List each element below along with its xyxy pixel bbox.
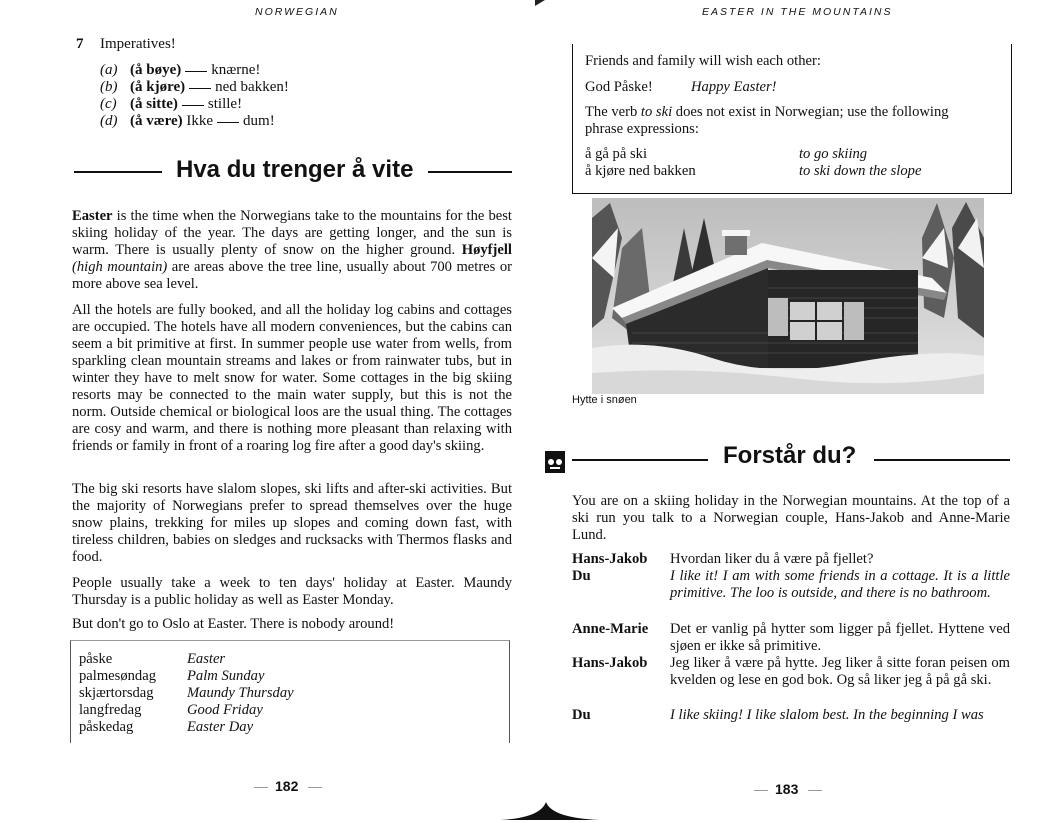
info-line: phrase expressions: [585,121,699,137]
photo-caption: Hytte i snøen [572,394,637,406]
item-verb: (å sitte) [130,96,178,112]
exercise-item-a [100,62,260,79]
audio-cassette-icon[interactable] [545,451,565,473]
vocab-norwegian: palmesøndag [79,668,157,684]
phrase-english: to go skiing [799,146,868,162]
vocab-english: Easter [187,651,226,667]
paragraph-holiday-length: People usually take a week to ten days' holiday at Easter. Maundy Thursday is a public holiday as well as Easter Monday. [72,575,512,608]
speaker-name: Hans-Jakob [572,551,648,567]
section-heading-forstar-du: Forstår du? [723,442,857,469]
vocab-english: Easter Day [187,719,254,735]
running-head-left: NORWEGIAN [255,6,339,18]
exercise-item-b [100,79,289,96]
answer-blank [189,88,211,89]
dialogue-line: Jeg liker å være på hytte. Jeg liker å sitte foran peisen om kvelden og lese en god bok. Og så liker jeg å på gå ski. [670,655,1010,688]
item-letter: (b) [100,79,118,95]
paragraph-text: are areas above the tree line, usually about 700 metres or more above sea level. [72,259,512,292]
vocab-english: Maundy Thursday [187,685,294,701]
vocab-english: Palm Sunday [187,668,265,684]
page-corner-mark [535,0,545,6]
folio-dash [254,787,268,788]
paragraph-hotels: All the hotels are fully booked, and all the holiday log cabins and cottages are occupied. The hotels have all modern conveniences, but the cabins can seem a bit primitive at first. In summer people use water from wells, from sparkling clean mountain streams and lakes or from rainwater tubs, but in winter they have to melt snow for water. Some cottages in the big skiing resorts may be connected to the main water supply, but this is not the norm. Outside chemical or biological loos are the usual thing. The cottages are cosy and warm, and there is nothing more pleasant than relaxing with friends or family in front of a roaring log fire after a good day's skiing. [72,302,512,454]
item-letter: (c) [100,96,117,112]
heading-rule-right [874,459,1010,461]
dialogue-line: I like skiing! I like slalom best. In the beginning I was [670,707,984,723]
dialogue-intro: You are on a skiing holiday in the Norwegian mountains. At the top of a ski run you talk to a Norwegian couple, Hans-Jakob and Anne-Marie Lund. [572,493,1010,543]
section-heading-hva-du-trenger: Hva du trenger å vite [176,156,414,183]
paragraph-text: is the time when the Norwegians take to the mountains for the best skiing holiday of the year. The days are getting longer, and the sun is warm. There is usually plenty of snow on the higher ground. [72,208,512,258]
phrase-english: to ski down the slope [799,163,922,179]
answer-blank [185,71,207,72]
item-pre: Ikke [186,113,214,129]
heading-rule-left [74,171,162,173]
info-text: does not exist in Norwegian; use the following [672,104,949,120]
exercise-title: Imperatives! [100,36,176,52]
phrase-norwegian: å kjøre ned bakken [585,163,696,179]
info-text: The verb [585,104,641,120]
item-rest: dum! [243,113,275,129]
paragraph-oslo: But don't go to Oslo at Easter. There is nobody around! [72,616,395,632]
running-head-right: EASTER IN THE MOUNTAINS [702,6,893,18]
gloss-high-mountain: (high mountain) [72,259,168,275]
vocab-norwegian: skjærtorsdag [79,685,154,701]
item-letter: (d) [100,113,118,129]
page-number-left: 182 [275,778,299,794]
book-spine-shadow [500,800,600,822]
folio-dash [754,790,768,791]
phrase-norwegian: å gå på ski [585,146,648,162]
answer-blank [182,105,204,106]
dialogue-line: I like it! I am with some friends in a cottage. It is a little primitive. The loo is outside, and there is no bathroom. [670,568,1010,601]
speaker-name: Anne-Marie [572,621,649,637]
paragraph-ski-resorts: The big ski resorts have slalom slopes, ski lifts and after-ski activities. But the majority of Norwegians prefer to spread themselves over the huge snow plains, trekking for miles up slopes and coming down fast, with tireless children, babies on sledges and rucksacks with Thermos flasks and food. [72,481,512,565]
exercise-item-c [100,96,242,113]
folio-dash [308,787,322,788]
heading-rule-left [572,459,708,461]
page-number-right: 183 [775,781,799,797]
greeting-english: Happy Easter! [691,79,777,95]
exercise-number: 7 [76,36,84,52]
info-italic: to ski [640,104,673,120]
dialogue-line: Det er vanlig på hytter som ligger på fjellet. Hyttene ved sjøen er ikke så primitive. [670,621,1010,654]
speaker-name: Du [572,707,591,723]
term-easter: Easter [72,208,113,224]
cabin-in-snow-image [592,198,984,394]
item-verb: (å bøye) [130,62,182,78]
speaker-name: Hans-Jakob [572,655,648,671]
item-verb: (å kjøre) [130,79,186,95]
paragraph-easter [72,208,512,293]
holiday-vocabulary-box [70,640,510,743]
dialogue-line: Hvordan liker du å være på fjellet? [670,551,874,567]
vocab-norwegian: påskedag [79,719,134,735]
vocab-norwegian: langfredag [79,702,142,718]
vocab-english: Good Friday [187,702,263,718]
info-box-greetings [572,44,1012,194]
greeting-norwegian: God Påske! [585,79,653,95]
heading-rule-right [428,171,512,173]
item-rest: knærne! [211,62,261,78]
exercise-item-d [100,113,275,130]
item-rest: ned bakken! [215,79,289,95]
info-line [585,104,1011,121]
answer-blank [217,122,239,123]
term-hoyfjell: Høyfjell [461,242,512,258]
item-letter: (a) [100,62,118,78]
folio-dash [808,790,822,791]
item-rest: stille! [207,96,243,112]
vocab-norwegian: påske [79,651,113,667]
cabin-photo [592,198,984,394]
speaker-name: Du [572,568,591,584]
info-line: Friends and family will wish each other: [585,53,821,69]
item-verb: (å være) [130,113,183,129]
